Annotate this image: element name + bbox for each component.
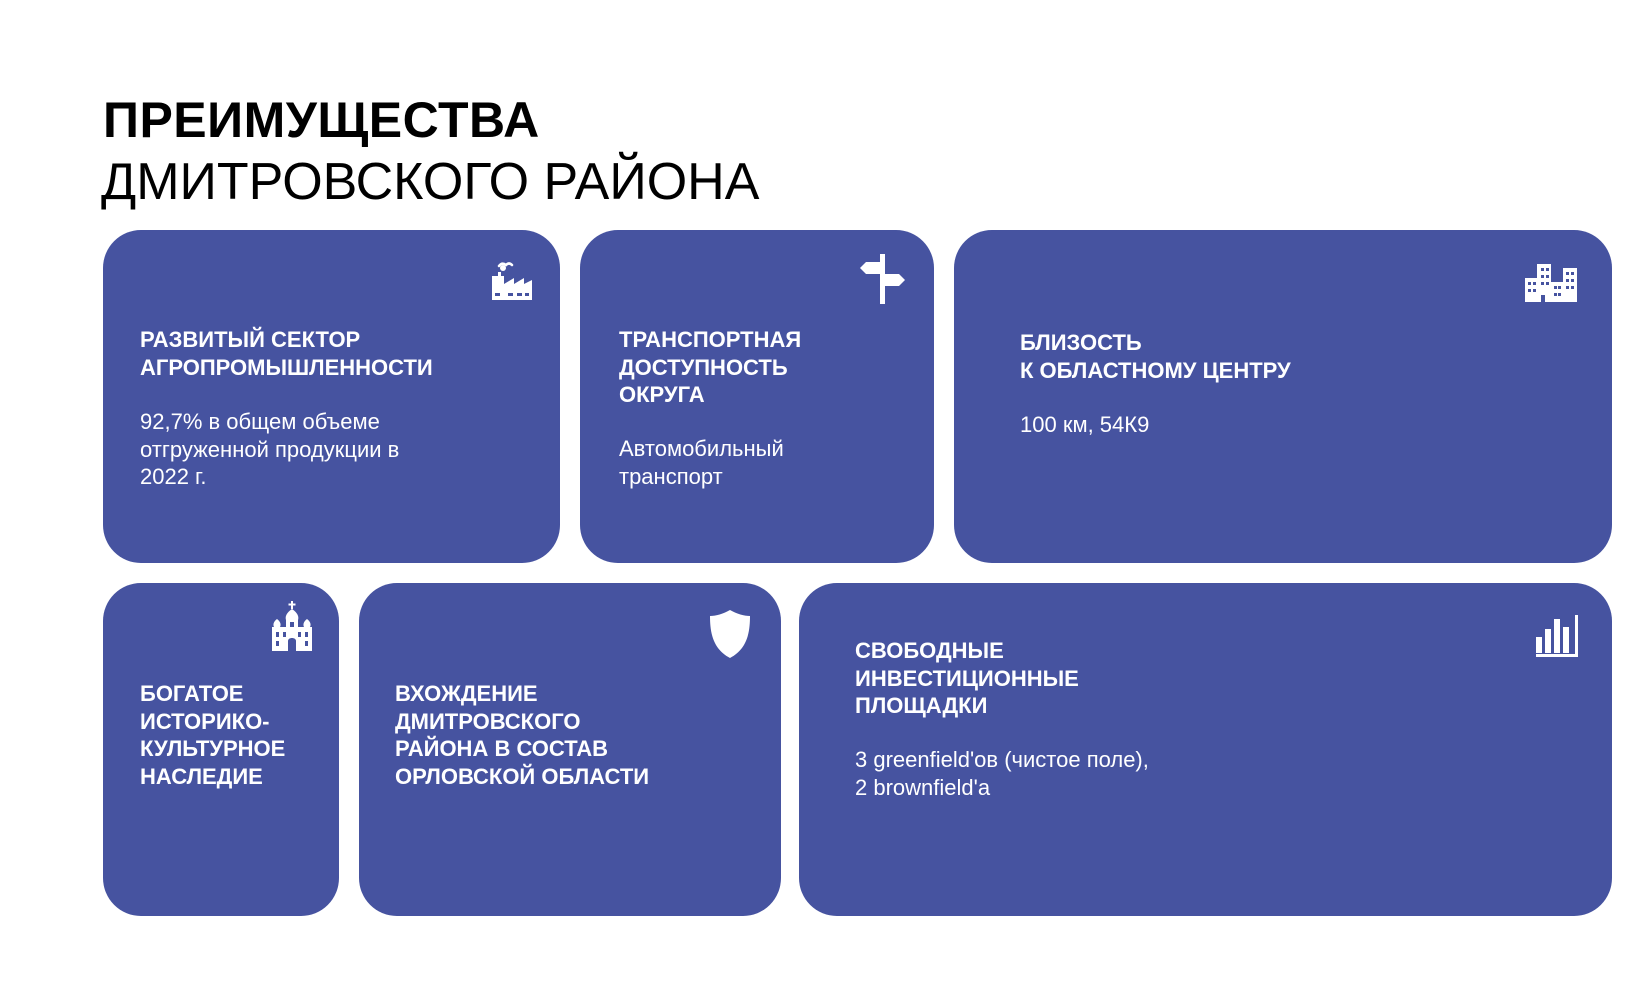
card-text: 92,7% в общем объеме отгруженной продукции в 2022 г. <box>140 409 400 489</box>
card-heritage <box>103 583 339 916</box>
card-heading: СВОБОДНЫЕ ИНВЕСТИЦИОННЫЕ ПЛОЩАДКИ <box>855 638 1079 718</box>
card-text: 3 greenfield'ов (чистое поле), 2 brownfield'а <box>855 747 1149 800</box>
card-proximity <box>954 230 1612 563</box>
card-heading: БЛИЗОСТЬ К ОБЛАСТНОМУ ЦЕНТРУ <box>1020 330 1291 383</box>
card-heading: ТРАНСПОРТНАЯ ДОСТУПНОСТЬ ОКРУГА <box>619 327 802 407</box>
card-heading: ВХОЖДЕНИЕ ДМИТРОВСКОГО РАЙОНА В СОСТАВ ОРЛОВСКОЙ ОБЛАСТИ <box>395 681 650 789</box>
card-transport <box>580 230 934 563</box>
card-heading: РАЗВИТЫЙ СЕКТОР АГРОПРОМЫШЛЕННОСТИ <box>140 327 433 380</box>
card-text: Автомобильный транспорт <box>619 436 784 489</box>
card-heading: БОГАТОЕ ИСТОРИКО- КУЛЬТУРНОЕ НАСЛЕДИЕ <box>140 681 286 789</box>
card-investment <box>799 583 1612 916</box>
card-agro <box>103 230 560 563</box>
bar-chart-icon <box>1536 615 1580 657</box>
page-subtitle: ДМИТРОВСКОГО РАЙОНА <box>101 153 760 211</box>
card-region <box>359 583 781 916</box>
signpost-icon <box>860 252 906 306</box>
church-icon <box>270 601 314 651</box>
page-title: ПРЕИМУЩЕСТВА <box>103 92 540 148</box>
factory-icon <box>490 262 534 302</box>
card-text: 100 км, 54К9 <box>1020 412 1150 437</box>
city-buildings-icon <box>1525 262 1577 302</box>
shield-icon <box>709 609 751 659</box>
